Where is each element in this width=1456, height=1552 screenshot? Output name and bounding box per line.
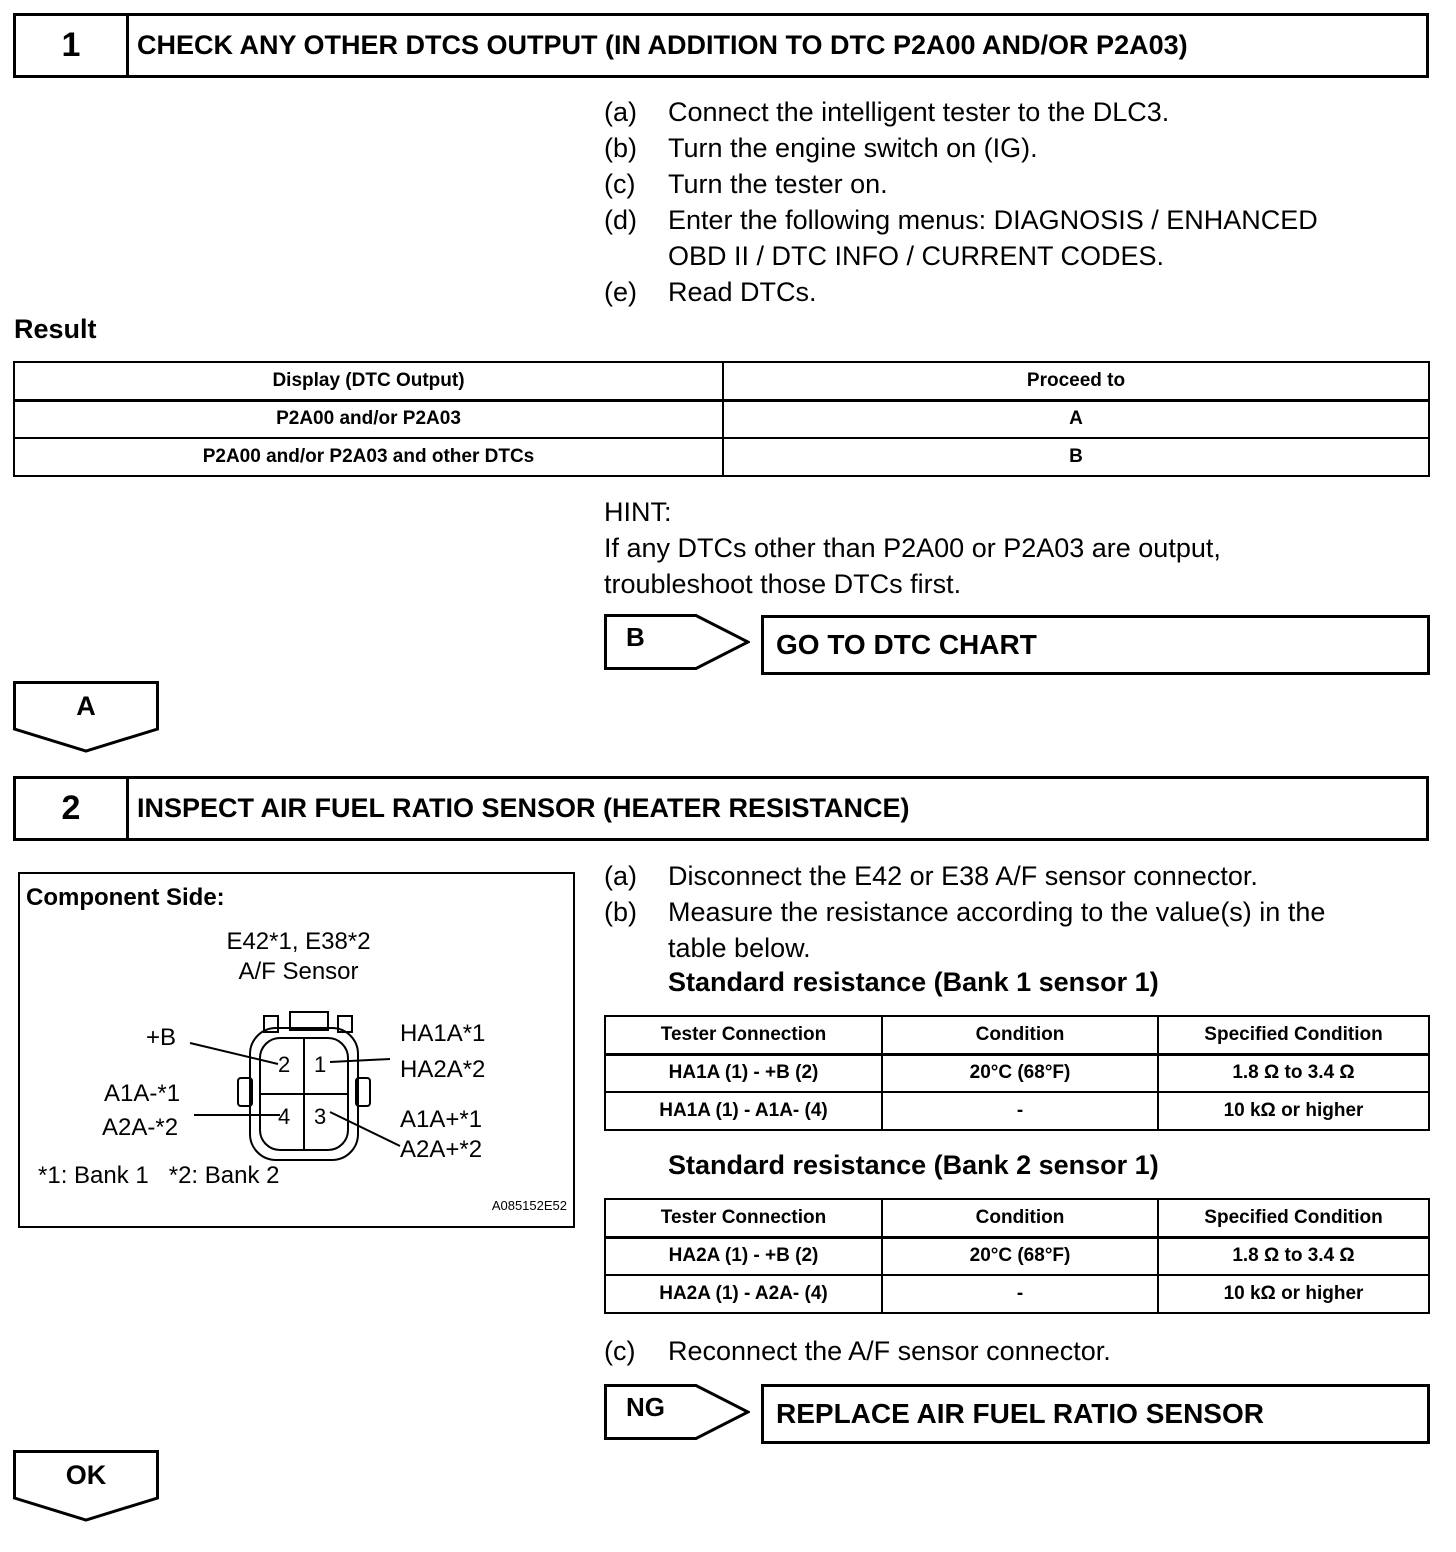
pin-number: 1 <box>314 1052 327 1077</box>
table-cell: P2A00 and/or P2A03 <box>14 400 723 438</box>
result-table <box>13 361 1430 477</box>
procedure-item-continuation: OBD II / DTC INFO / CURRENT CODES. <box>668 241 1165 271</box>
table-cell: 20°C (68°F) <box>882 1054 1158 1092</box>
step-1-procedure <box>604 94 1318 310</box>
standard-title-bank2: Standard resistance (Bank 2 sensor 1) <box>668 1150 1159 1180</box>
figure-notes: *1: Bank 1 *2: Bank 2 <box>38 1162 280 1189</box>
table-cell: HA1A (1) - A1A- (4) <box>605 1092 882 1130</box>
pin-label-a1a-minus: A1A-*1 <box>104 1080 181 1107</box>
procedure-item: (b) Turn the engine switch on (IG). <box>604 133 1038 163</box>
table-cell: P2A00 and/or P2A03 and other DTCs <box>14 438 723 476</box>
connector-figure <box>18 872 575 1228</box>
branch-ok-label: OK <box>65 1460 107 1490</box>
figure-heading: Component Side: <box>26 884 225 911</box>
branch-b-tab[interactable] <box>604 614 750 670</box>
procedure-item: (e) Read DTCs. <box>604 277 817 307</box>
pin-number: 4 <box>278 1104 291 1129</box>
table-row <box>605 1237 1429 1275</box>
branch-ok-tab[interactable] <box>13 1450 159 1522</box>
table-cell: HA2A (1) - +B (2) <box>605 1237 882 1275</box>
pin-label-a2a-plus: A2A+*2 <box>400 1136 483 1163</box>
procedure-item: (a) Disconnect the E42 or E38 A/F sensor connector. <box>604 861 1258 891</box>
table-cell: 10 kΩ or higher <box>1158 1092 1429 1130</box>
procedure-item: (d) Enter the following menus: DIAGNOSIS / ENHANCED <box>604 205 1318 235</box>
table-row <box>605 1275 1429 1313</box>
hint-line: troubleshoot those DTCs first. <box>604 569 962 599</box>
table-cell: - <box>882 1275 1158 1313</box>
figure-code: A085152E52 <box>491 1198 567 1213</box>
resistance-table-bank2 <box>604 1198 1430 1314</box>
hint-label: HINT: <box>604 497 672 527</box>
procedure-item: (c) Turn the tester on. <box>604 169 888 199</box>
step-1-header <box>13 13 1429 78</box>
pin-label-a1a-plus: A1A+*1 <box>400 1106 483 1133</box>
table-cell: - <box>882 1092 1158 1130</box>
step-number: 1 <box>16 16 129 75</box>
pin-label-plus-b: +B <box>146 1024 177 1051</box>
branch-ng-tab[interactable] <box>604 1384 750 1440</box>
branch-ng-label: NG <box>626 1392 665 1422</box>
table-cell: 20°C (68°F) <box>882 1237 1158 1275</box>
table-row <box>605 1054 1429 1092</box>
branch-a-tab[interactable] <box>13 681 159 753</box>
step-2-procedure <box>604 858 1325 966</box>
table-cell: 1.8 Ω to 3.4 Ω <box>1158 1054 1429 1092</box>
step-2-header <box>13 776 1429 841</box>
step-title: INSPECT AIR FUEL RATIO SENSOR (HEATER RESISTANCE) <box>137 793 910 823</box>
table-cell: 1.8 Ω to 3.4 Ω <box>1158 1237 1429 1275</box>
replace-sensor-button[interactable]: REPLACE AIR FUEL RATIO SENSOR <box>761 1384 1430 1444</box>
procedure-item: (c) Reconnect the A/F sensor connector. <box>604 1336 1111 1366</box>
table-row <box>14 438 1429 476</box>
table-header-cell: Tester Connection <box>605 1199 882 1237</box>
table-header-cell: Condition <box>882 1016 1158 1054</box>
connector-description: A/F Sensor <box>238 958 359 985</box>
table-cell: HA2A (1) - A2A- (4) <box>605 1275 882 1313</box>
pin-label-ha2a: HA2A*2 <box>400 1056 486 1083</box>
branch-a-label: A <box>76 691 96 721</box>
table-cell: B <box>723 438 1429 476</box>
table-cell: A <box>723 400 1429 438</box>
connector-name: E42*1, E38*2 <box>226 928 371 955</box>
pin-number: 3 <box>314 1104 327 1129</box>
table-header-cell: Tester Connection <box>605 1016 882 1054</box>
pin-number: 2 <box>278 1052 291 1077</box>
resistance-table-bank1 <box>604 1015 1430 1131</box>
pin-label-ha1a: HA1A*1 <box>400 1020 486 1047</box>
result-label: Result <box>14 314 97 344</box>
table-header-cell: Proceed to <box>723 362 1429 400</box>
table-row <box>14 400 1429 438</box>
step-title: CHECK ANY OTHER DTCS OUTPUT (IN ADDITION TO DTC P2A00 AND/OR P2A03) <box>137 30 1188 60</box>
table-header-row <box>605 1016 1429 1054</box>
table-header-cell: Display (DTC Output) <box>14 362 723 400</box>
procedure-item: (b) Measure the resistance according to the value(s) in the <box>604 897 1326 927</box>
table-row <box>605 1092 1429 1130</box>
table-header-cell: Specified Condition <box>1158 1199 1429 1237</box>
hint-line: If any DTCs other than P2A00 or P2A03 are output, <box>604 533 1221 563</box>
standard-title-bank1: Standard resistance (Bank 1 sensor 1) <box>668 967 1159 997</box>
go-to-dtc-chart-button[interactable]: GO TO DTC CHART <box>761 615 1430 675</box>
step-number: 2 <box>16 779 129 838</box>
pin-label-a2a-minus: A2A-*2 <box>102 1114 179 1141</box>
step-2-procedure-c <box>604 1333 1111 1369</box>
hint <box>604 494 1221 602</box>
table-header-row <box>605 1199 1429 1237</box>
branch-b-label: B <box>626 622 645 652</box>
table-cell: 10 kΩ or higher <box>1158 1275 1429 1313</box>
procedure-item-continuation: table below. <box>668 933 811 963</box>
procedure-item: (a) Connect the intelligent tester to the DLC3. <box>604 97 1170 127</box>
table-cell: HA1A (1) - +B (2) <box>605 1054 882 1092</box>
table-header-cell: Specified Condition <box>1158 1016 1429 1054</box>
table-header-cell: Condition <box>882 1199 1158 1237</box>
table-header-row <box>14 362 1429 400</box>
